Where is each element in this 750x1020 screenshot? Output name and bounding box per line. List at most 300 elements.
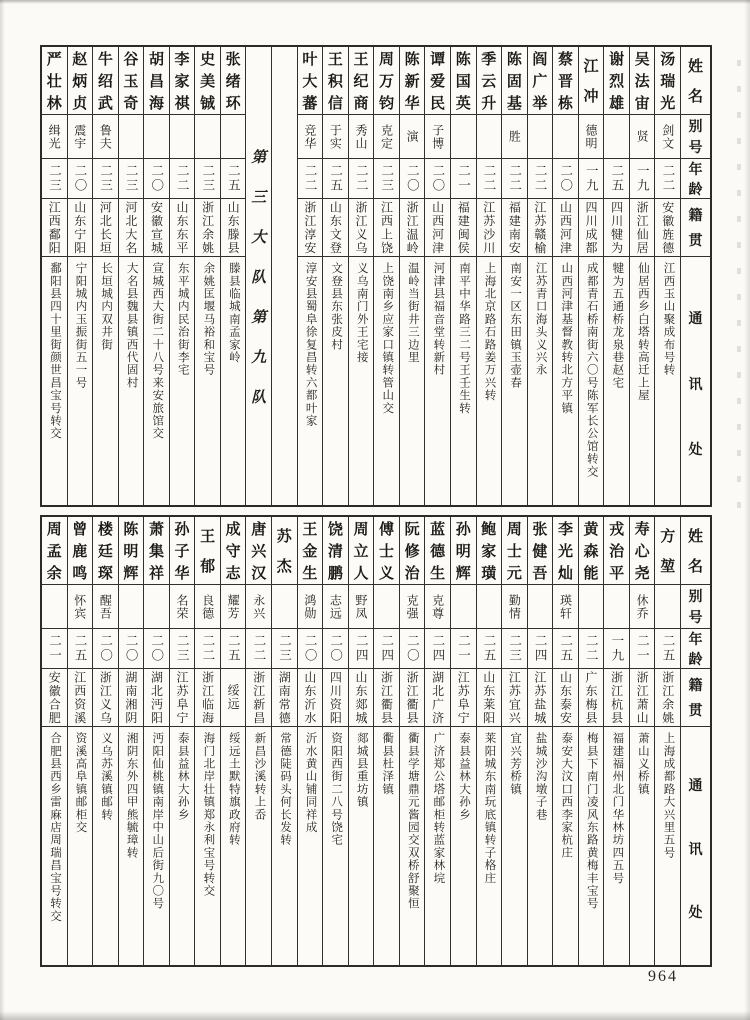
person-origin-cell: [93, 199, 118, 257]
roster-column: [527, 517, 553, 965]
person-origin-cell: [93, 669, 118, 727]
roster-column: [143, 517, 169, 965]
person-contact: 资阳西街二八号饶宅: [330, 732, 343, 847]
roster-column: [476, 517, 502, 965]
person-origin: 安徽旌德: [660, 200, 675, 255]
person-origin-cell: [425, 669, 450, 727]
person-origin-cell: [400, 199, 425, 257]
person-contact-cell: [272, 727, 297, 965]
roster-column: [424, 517, 450, 965]
person-origin-cell: [655, 199, 680, 257]
person-age: 二〇: [405, 634, 420, 663]
roster-table-bottom: [40, 515, 712, 967]
person-origin-cell: [349, 669, 374, 727]
roster-column: [67, 517, 93, 965]
person-age-cell: [477, 159, 502, 199]
person-origin-cell: [502, 199, 527, 257]
header-age: [681, 159, 710, 199]
person-origin: 山东郯城: [353, 670, 368, 725]
person-alias: 鸿勋: [302, 593, 317, 620]
person-name: 阮 修 治: [404, 522, 420, 582]
person-contact-cell: [655, 257, 680, 505]
roster-column: [373, 47, 399, 505]
person-alias: 克定: [379, 123, 394, 150]
person-name-cell: [93, 47, 118, 115]
roster-column: [220, 47, 246, 505]
scan-edge-right: [744, 0, 750, 1020]
person-name: 鲍 家 璜: [481, 522, 497, 582]
person-name: 叶 大 蕃: [302, 52, 318, 112]
person-origin-cell: [170, 669, 195, 727]
person-origin-cell: [119, 669, 144, 727]
person-name-cell: [579, 47, 604, 115]
person-contact: 上海成都路大兴里五号: [662, 732, 675, 859]
person-name-cell: [195, 517, 220, 585]
person-name: 季 云 升: [481, 52, 497, 112]
person-contact: 资溪高阜镇邮柜交: [74, 732, 87, 834]
person-age-cell: [298, 629, 323, 669]
person-name-cell: [119, 47, 144, 115]
person-age-cell: [349, 629, 374, 669]
roster-column: [629, 47, 655, 505]
person-origin-cell: [528, 669, 553, 727]
person-name-cell: [553, 47, 578, 115]
person-age: 二四: [379, 634, 394, 663]
person-origin-cell: [655, 669, 680, 727]
person-alias: 剑文: [660, 123, 675, 150]
person-origin-cell: [477, 669, 502, 727]
roster-column: [348, 517, 374, 965]
person-alias: 子博: [430, 123, 445, 150]
person-alias-cell: [502, 585, 527, 629]
person-contact-cell: [246, 727, 271, 965]
person-contact-cell: [195, 257, 220, 505]
person-origin: 山东文登: [328, 200, 343, 255]
roster-column: [450, 47, 476, 505]
person-contact: 合肥县西乡雷麻店周瑞昌宝号转交: [48, 732, 61, 923]
person-age-cell: [42, 629, 67, 669]
person-contact-cell: [579, 727, 604, 965]
person-alias: 演: [405, 130, 420, 143]
person-name-cell: [298, 47, 323, 115]
person-origin-cell: [451, 199, 476, 257]
person-age-cell: [630, 159, 655, 199]
person-age: 二五: [328, 164, 343, 193]
roster-column: [654, 517, 680, 965]
person-contact: 大名县魏县镇西代固村: [125, 262, 138, 389]
person-contact-cell: [425, 257, 450, 505]
person-origin: 山东宁阳: [72, 200, 87, 255]
person-name: 谭 爱 民: [430, 52, 446, 112]
person-contact-cell: [42, 257, 67, 505]
person-name: 李 家 祺: [174, 52, 190, 112]
person-age: 二五: [226, 164, 241, 193]
person-alias-cell: [553, 115, 578, 159]
person-contact: 泰县益林大孙乡: [457, 732, 470, 821]
person-alias: 克尊: [430, 593, 445, 620]
person-alias-cell: [93, 115, 118, 159]
person-origin-cell: [502, 669, 527, 727]
person-contact-cell: [170, 257, 195, 505]
person-name-cell: [400, 517, 425, 585]
person-origin-cell: [553, 669, 578, 727]
person-alias-cell: [246, 585, 271, 629]
person-age-cell: [425, 629, 450, 669]
header-origin-label: 籍 贯: [688, 678, 703, 720]
person-name: 孙 子 华: [174, 522, 190, 582]
person-age-cell: [93, 629, 118, 669]
person-origin-cell: [374, 199, 399, 257]
roster-column: [552, 517, 578, 965]
person-origin: 山东泰安: [558, 670, 573, 725]
roster-column: [654, 47, 680, 505]
person-age: 二〇: [303, 634, 318, 663]
person-age-cell: [246, 629, 271, 669]
person-alias-cell: [502, 115, 527, 159]
person-alias-cell: [221, 115, 246, 159]
person-origin: 江西鄱阳: [47, 200, 62, 255]
person-name: 孙 明 辉: [455, 522, 471, 582]
person-contact-cell: [553, 727, 578, 965]
person-alias-cell: [579, 115, 604, 159]
person-name-cell: [221, 47, 246, 115]
roster-column: [42, 47, 67, 505]
person-name: 江 冲: [583, 59, 599, 105]
roster-column: [194, 47, 220, 505]
roster-column: [450, 517, 476, 965]
person-alias-cell: [195, 115, 220, 159]
roster-column: [578, 517, 604, 965]
person-age: 二二: [482, 164, 497, 193]
person-alias: 勤情: [507, 593, 522, 620]
header-alias-label: 别 号: [688, 590, 703, 626]
person-contact: 江西玉山聚成布号转: [662, 262, 675, 377]
person-contact: 沔阳仙桃镇南岸中山后街九〇号: [151, 732, 164, 910]
person-name: 谢 烈 雄: [609, 52, 625, 112]
person-origin-cell: [42, 669, 67, 727]
person-name-cell: [553, 517, 578, 585]
person-alias-cell: [349, 585, 374, 629]
person-origin-cell: [425, 199, 450, 257]
section-title: 第 三 大 队 第 九 队: [251, 149, 267, 406]
person-age-cell: [323, 629, 348, 669]
person-name: 谷 玉 奇: [123, 52, 139, 112]
person-contact: 河津县福音堂转新村: [432, 262, 445, 377]
person-origin-cell: [630, 669, 655, 727]
person-name: 胡 昌 海: [148, 52, 164, 112]
person-contact: 梅县下南门凌风东路黄梅丰宝号: [585, 732, 598, 910]
person-age-cell: [42, 159, 67, 199]
person-alias-cell: [272, 585, 297, 629]
person-age-cell: [374, 629, 399, 669]
person-name-cell: [400, 47, 425, 115]
person-name: 周 孟 余: [46, 522, 62, 582]
person-name-cell: [425, 47, 450, 115]
person-origin: 湖北广济: [430, 670, 445, 725]
person-origin-cell: [170, 199, 195, 257]
person-age: 二二: [584, 634, 599, 663]
person-alias-cell: [655, 115, 680, 159]
person-age-cell: [553, 629, 578, 669]
person-name: 寿 心 尧: [634, 522, 650, 582]
person-contact: 南安一区东田镇玉壶春: [509, 262, 522, 389]
header-name: [681, 517, 710, 585]
person-alias: 克强: [405, 593, 420, 620]
person-name: 戎 治 平: [609, 522, 625, 582]
person-name-cell: [451, 517, 476, 585]
person-name: 唐 兴 汉: [251, 522, 267, 582]
person-contact: 上饶南乡应家口镇转管山交: [381, 262, 394, 415]
person-origin-cell: [323, 669, 348, 727]
person-contact-cell: [502, 727, 527, 965]
person-age-cell: [119, 159, 144, 199]
person-alias: 瑛轩: [558, 593, 573, 620]
person-origin: 浙江杭县: [609, 670, 624, 725]
person-contact: 福建福州北门华林坊四五号: [611, 732, 624, 885]
person-name: 蔡 晋 栋: [557, 52, 573, 112]
header-name-label: 姓 名: [688, 59, 704, 105]
person-name: 曾 鹿 鸣: [72, 522, 88, 582]
person-alias-cell: [553, 585, 578, 629]
header-contact-label: 通 讯 处: [688, 311, 703, 459]
person-origin: 绥远: [226, 684, 241, 711]
person-name-cell: [272, 517, 297, 585]
roster-column: [143, 47, 169, 505]
person-age-cell: [579, 159, 604, 199]
person-contact-cell: [119, 257, 144, 505]
person-alias: 于实: [328, 123, 343, 150]
person-name: 陈 国 英: [455, 52, 471, 112]
person-name: 黄 森 能: [583, 522, 599, 582]
person-name-cell: [349, 47, 374, 115]
header-column: [680, 517, 710, 965]
person-contact: 宣城西大街二十八号来安旅馆交: [151, 262, 164, 440]
person-alias-cell: [195, 585, 220, 629]
scan-edge-left: [0, 0, 5, 1020]
person-name: 张 绪 环: [225, 52, 241, 112]
person-name-cell: [298, 517, 323, 585]
person-name: 张 健 吾: [532, 522, 548, 582]
person-name-cell: [68, 517, 93, 585]
person-contact-cell: [502, 257, 527, 505]
person-contact-cell: [68, 257, 93, 505]
roster-column: [245, 517, 271, 965]
person-alias-cell: [655, 585, 680, 629]
person-age-cell: [374, 159, 399, 199]
person-origin-cell: [246, 669, 271, 727]
person-contact: 萧山义桥镇: [636, 732, 649, 796]
person-age-cell: [144, 159, 169, 199]
person-contact-cell: [400, 727, 425, 965]
person-alias: 良德: [200, 593, 215, 620]
person-contact-cell: [604, 727, 629, 965]
person-origin-cell: [68, 669, 93, 727]
person-name-cell: [170, 47, 195, 115]
person-contact-cell: [221, 727, 246, 965]
person-age: 二一: [456, 164, 471, 193]
header-alias: [681, 585, 710, 629]
person-contact-cell: [119, 727, 144, 965]
person-age-cell: [170, 159, 195, 199]
person-name-cell: [655, 47, 680, 115]
person-name: 王 纪 商: [353, 52, 369, 112]
person-contact-cell: [323, 257, 348, 505]
person-origin-cell: [477, 199, 502, 257]
person-alias-cell: [42, 115, 67, 159]
roster-column: [92, 47, 118, 505]
person-age-cell: [630, 629, 655, 669]
header-name: [681, 47, 710, 115]
person-name: 周 立 人: [353, 522, 369, 582]
person-age-cell: [298, 159, 323, 199]
person-name-cell: [502, 517, 527, 585]
roster-column: [424, 47, 450, 505]
person-alias-cell: [374, 115, 399, 159]
person-contact-cell: [68, 727, 93, 965]
person-alias-cell: [298, 115, 323, 159]
person-contact: 文登县东张皮村: [330, 262, 343, 351]
person-contact-cell: [374, 727, 399, 965]
person-alias-cell: [477, 115, 502, 159]
person-age-cell: [528, 159, 553, 199]
person-origin-cell: [144, 199, 169, 257]
person-age-cell: [655, 159, 680, 199]
person-name-cell: [42, 47, 67, 115]
person-alias-cell: [68, 585, 93, 629]
roster-column: [501, 517, 527, 965]
person-name-cell: [42, 517, 67, 585]
person-origin: 四川成都: [584, 200, 599, 255]
person-name: 成 守 志: [225, 522, 241, 582]
person-origin-cell: [272, 669, 297, 727]
person-origin-cell: [349, 199, 374, 257]
person-contact-cell: [477, 727, 502, 965]
person-name: 牛 绍 武: [97, 52, 113, 112]
person-age-cell: [195, 159, 220, 199]
person-alias: 醒吾: [98, 593, 113, 620]
person-name: 饶 清 鹏: [327, 522, 343, 582]
person-age: 二二: [200, 634, 215, 663]
person-age: 二〇: [98, 634, 113, 663]
person-age-cell: [170, 629, 195, 669]
person-alias-cell: [323, 115, 348, 159]
person-age: 二五: [482, 634, 497, 663]
roster-column: [92, 517, 118, 965]
person-contact: 盐城沙沟墩子巷: [534, 732, 547, 821]
person-age: 二〇: [149, 634, 164, 663]
person-alias-cell: [374, 585, 399, 629]
person-name: 史 美 铖: [200, 52, 216, 112]
section-title-column: [245, 47, 271, 505]
person-origin: 浙江余姚: [660, 670, 675, 725]
person-name-cell: [502, 47, 527, 115]
person-contact: 广济郑公塔邮柜转蓝家林垸: [432, 732, 445, 885]
person-contact-cell: [604, 257, 629, 505]
person-name-cell: [425, 517, 450, 585]
roster-column: [629, 517, 655, 965]
header-age-label: 年 龄: [688, 633, 703, 668]
person-contact: 南平中华路三二号王壬生转: [457, 262, 470, 415]
person-contact: 海门北岸壮镇郑永利宝号转交: [202, 732, 215, 898]
person-age: 二五: [73, 634, 88, 663]
person-age-cell: [604, 629, 629, 669]
roster-column: [552, 47, 578, 505]
roster-column: [297, 47, 323, 505]
person-age-cell: [144, 629, 169, 669]
roster-column: [399, 47, 425, 505]
person-age-cell: [451, 629, 476, 669]
person-alias: 怀宾: [72, 593, 87, 620]
person-alias-cell: [68, 115, 93, 159]
person-origin-cell: [144, 669, 169, 727]
person-name-cell: [144, 517, 169, 585]
person-origin: 浙江衢县: [405, 670, 420, 725]
person-age: 二二: [660, 164, 675, 193]
person-alias: 名荣: [175, 593, 190, 620]
person-contact-cell: [298, 257, 323, 505]
person-contact-cell: [451, 727, 476, 965]
person-contact-cell: [630, 727, 655, 965]
page-number: 964: [648, 968, 678, 985]
roster-column: [603, 47, 629, 505]
person-name: 阎 广 举: [532, 52, 548, 112]
person-age: 二〇: [124, 634, 139, 663]
person-origin-cell: [42, 199, 67, 257]
person-age-cell: [502, 629, 527, 669]
person-origin-cell: [528, 199, 553, 257]
person-alias-cell: [604, 115, 629, 159]
person-age: 二三: [98, 164, 113, 193]
person-origin-cell: [604, 199, 629, 257]
person-origin-cell: [298, 669, 323, 727]
scan-edge-bottom: [0, 1011, 750, 1020]
person-name-cell: [477, 47, 502, 115]
roster-column: [118, 47, 144, 505]
person-origin-cell: [630, 199, 655, 257]
roster-column: [476, 47, 502, 505]
person-alias-cell: [144, 585, 169, 629]
person-origin: 安徽合肥: [47, 670, 62, 725]
person-contact: 郯城县重坊镇: [355, 732, 368, 809]
person-origin-cell: [68, 199, 93, 257]
person-origin: 浙江淳安: [302, 200, 317, 255]
person-name: 王 积 信: [327, 52, 343, 112]
person-name-cell: [528, 517, 553, 585]
person-contact-cell: [553, 257, 578, 505]
header-origin: [681, 669, 710, 727]
person-age: 二〇: [430, 164, 445, 193]
person-origin: 山东莱阳: [481, 670, 496, 725]
person-age-cell: [68, 159, 93, 199]
person-name: 王 郁: [200, 529, 216, 575]
person-name-cell: [374, 517, 399, 585]
person-contact-cell: [93, 257, 118, 505]
person-origin: 浙江余姚: [200, 200, 215, 255]
person-name-cell: [170, 517, 195, 585]
person-contact-cell: [144, 727, 169, 965]
person-contact-cell: [221, 257, 246, 505]
roster-column: [322, 517, 348, 965]
person-contact: 成都青石桥南街六〇号陈军长公馆转交: [585, 262, 598, 478]
person-origin: 湖南湘阴: [123, 670, 138, 725]
person-name: 蓝 德 生: [430, 522, 446, 582]
roster-column: [169, 517, 195, 965]
person-age-cell: [528, 629, 553, 669]
roster-column: [322, 47, 348, 505]
person-origin: 江苏盐城: [532, 670, 547, 725]
person-age: 二三: [175, 634, 190, 663]
person-age-cell: [221, 159, 246, 199]
